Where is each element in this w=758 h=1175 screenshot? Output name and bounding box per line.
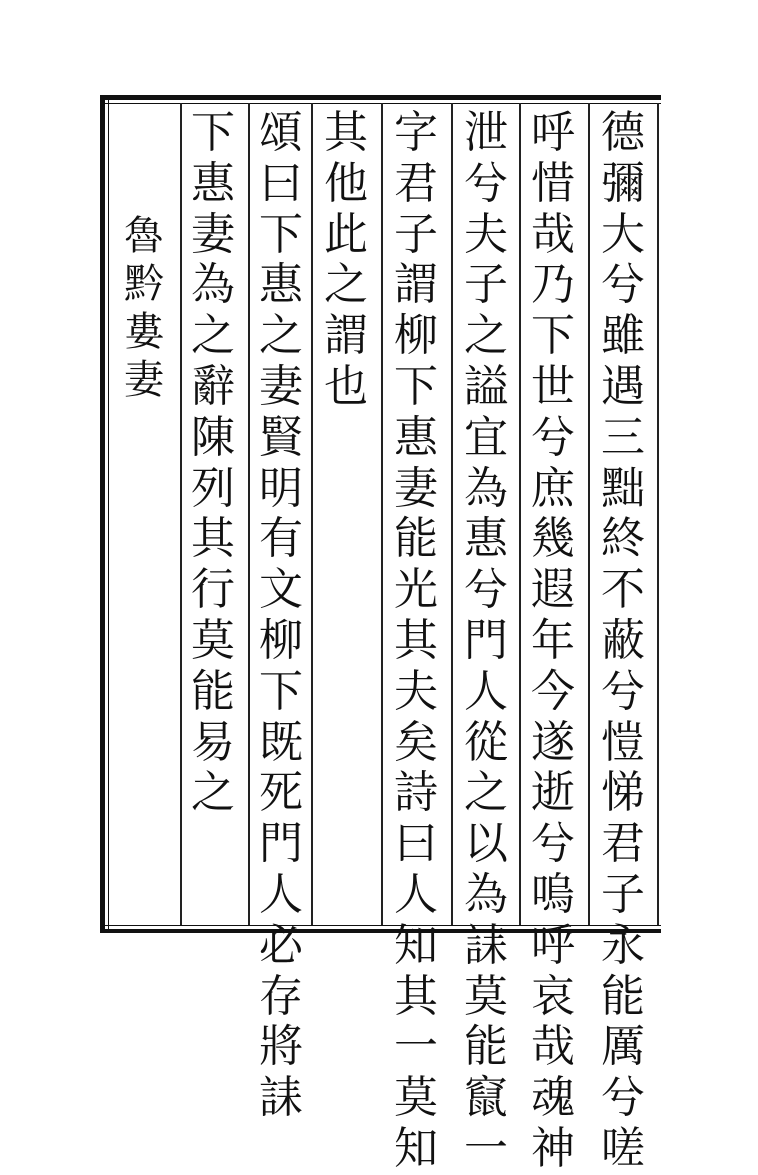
character: 下	[531, 310, 575, 362]
border-top	[100, 95, 661, 100]
character: 柳	[394, 310, 438, 362]
character: 知	[394, 1122, 438, 1174]
character: 子	[464, 259, 508, 311]
character: 兮	[601, 665, 645, 717]
character: 宜	[464, 411, 508, 463]
character: 嗟	[601, 1122, 645, 1174]
column-divider	[248, 103, 250, 925]
text-column-3	[460, 108, 512, 1175]
character: 乃	[531, 259, 575, 311]
text-column-4	[390, 108, 442, 1175]
character: 雖	[601, 310, 645, 362]
border-left-inner	[108, 95, 109, 933]
character: 誄	[259, 1072, 303, 1124]
character: 惠	[394, 411, 438, 463]
character: 嗚	[531, 868, 575, 920]
character: 莫	[191, 614, 235, 666]
character: 呼	[531, 107, 575, 158]
character: 遐	[531, 564, 575, 616]
character: 黔	[124, 261, 164, 307]
character: 能	[394, 513, 438, 565]
character: 其	[394, 614, 438, 666]
column-divider	[588, 103, 590, 925]
character: 德	[601, 107, 645, 158]
character: 神	[531, 1122, 575, 1174]
character: 陳	[191, 411, 235, 463]
character: 逝	[531, 767, 575, 819]
character: 門	[464, 614, 508, 666]
character: 婁	[124, 309, 164, 355]
character: 年	[531, 614, 575, 666]
character: 世	[531, 360, 575, 412]
character: 大	[601, 208, 645, 260]
border-left	[100, 95, 105, 933]
character: 哀	[531, 970, 575, 1022]
character: 今	[531, 665, 575, 717]
text-column-5	[320, 108, 372, 413]
character: 賢	[259, 411, 303, 463]
text-column-2	[527, 108, 579, 1175]
character: 厲	[601, 1021, 645, 1073]
character: 遂	[531, 716, 575, 768]
character: 為	[464, 868, 508, 920]
character: 行	[191, 564, 235, 616]
character: 頌	[259, 107, 303, 158]
character: 子	[601, 868, 645, 920]
column-divider	[451, 103, 453, 925]
character: 人	[464, 665, 508, 717]
character: 曰	[259, 157, 303, 209]
character: 為	[191, 259, 235, 311]
character: 從	[464, 716, 508, 768]
character: 曰	[394, 818, 438, 870]
character: 謂	[324, 310, 368, 362]
character: 其	[191, 513, 235, 565]
character: 惠	[191, 157, 235, 209]
character: 魯	[124, 213, 164, 259]
character: 之	[191, 767, 235, 819]
character: 下	[259, 665, 303, 717]
character: 易	[191, 716, 235, 768]
character: 兮	[464, 564, 508, 616]
character: 也	[324, 360, 368, 412]
character: 妻	[259, 360, 303, 412]
character: 人	[259, 868, 303, 920]
character: 字	[394, 107, 438, 158]
character: 庶	[531, 462, 575, 514]
column-divider	[657, 103, 659, 925]
character: 永	[601, 919, 645, 971]
character: 哉	[531, 1021, 575, 1073]
character: 呼	[531, 919, 575, 971]
character: 魂	[531, 1072, 575, 1124]
character: 之	[464, 767, 508, 819]
character: 此	[324, 208, 368, 260]
character: 為	[464, 462, 508, 514]
character: 下	[394, 360, 438, 412]
character: 死	[259, 767, 303, 819]
character: 之	[324, 259, 368, 311]
character: 能	[464, 1021, 508, 1073]
character: 謚	[464, 360, 508, 412]
character: 矣	[394, 716, 438, 768]
text-column-1	[597, 108, 649, 1175]
character: 列	[191, 462, 235, 514]
character: 兮	[531, 818, 575, 870]
character: 哉	[531, 208, 575, 260]
character: 知	[394, 919, 438, 971]
character: 文	[259, 564, 303, 616]
character: 之	[464, 310, 508, 362]
character: 之	[259, 310, 303, 362]
character: 必	[259, 919, 303, 971]
character: 愷	[601, 716, 645, 768]
character: 妻	[394, 462, 438, 514]
character: 泄	[464, 107, 508, 158]
character: 莫	[464, 970, 508, 1022]
character: 妻	[124, 357, 164, 403]
character: 黜	[601, 462, 645, 514]
character: 兮	[601, 1072, 645, 1124]
text-column-7	[187, 108, 239, 819]
character: 夫	[394, 665, 438, 717]
character: 下	[191, 107, 235, 158]
character: 一	[394, 1021, 438, 1073]
character: 遇	[601, 360, 645, 412]
character: 竄	[464, 1072, 508, 1124]
character: 惠	[259, 259, 303, 311]
character: 誄	[464, 919, 508, 971]
character: 能	[601, 970, 645, 1022]
character: 子	[394, 208, 438, 260]
character: 兮	[601, 259, 645, 311]
character: 惜	[531, 157, 575, 209]
character: 一	[464, 1122, 508, 1174]
chapter-title	[120, 212, 168, 404]
column-divider	[519, 103, 521, 925]
character: 存	[259, 970, 303, 1022]
character: 兮	[464, 157, 508, 209]
character: 君	[394, 157, 438, 209]
character: 明	[259, 462, 303, 514]
character: 柳	[259, 614, 303, 666]
character: 人	[394, 868, 438, 920]
character: 光	[394, 564, 438, 616]
column-divider	[381, 103, 383, 925]
character: 三	[601, 411, 645, 463]
character: 夫	[464, 208, 508, 260]
character: 門	[259, 818, 303, 870]
character: 謂	[394, 259, 438, 311]
character: 兮	[531, 411, 575, 463]
character: 既	[259, 716, 303, 768]
character: 其	[394, 970, 438, 1022]
character: 之	[191, 310, 235, 362]
character: 終	[601, 513, 645, 565]
character: 其	[324, 107, 368, 158]
character: 辭	[191, 360, 235, 412]
character: 有	[259, 513, 303, 565]
character: 他	[324, 157, 368, 209]
column-divider	[180, 103, 182, 925]
character: 彌	[601, 157, 645, 209]
character: 惠	[464, 513, 508, 565]
column-divider	[311, 103, 313, 925]
character: 蔽	[601, 614, 645, 666]
character: 能	[191, 665, 235, 717]
text-column-6	[255, 108, 307, 1124]
character: 莫	[394, 1072, 438, 1124]
character: 不	[601, 564, 645, 616]
character: 悌	[601, 767, 645, 819]
character: 將	[259, 1021, 303, 1073]
character: 君	[601, 818, 645, 870]
character: 詩	[394, 767, 438, 819]
character: 下	[259, 208, 303, 260]
character: 以	[464, 818, 508, 870]
character: 幾	[531, 513, 575, 565]
character: 妻	[191, 208, 235, 260]
